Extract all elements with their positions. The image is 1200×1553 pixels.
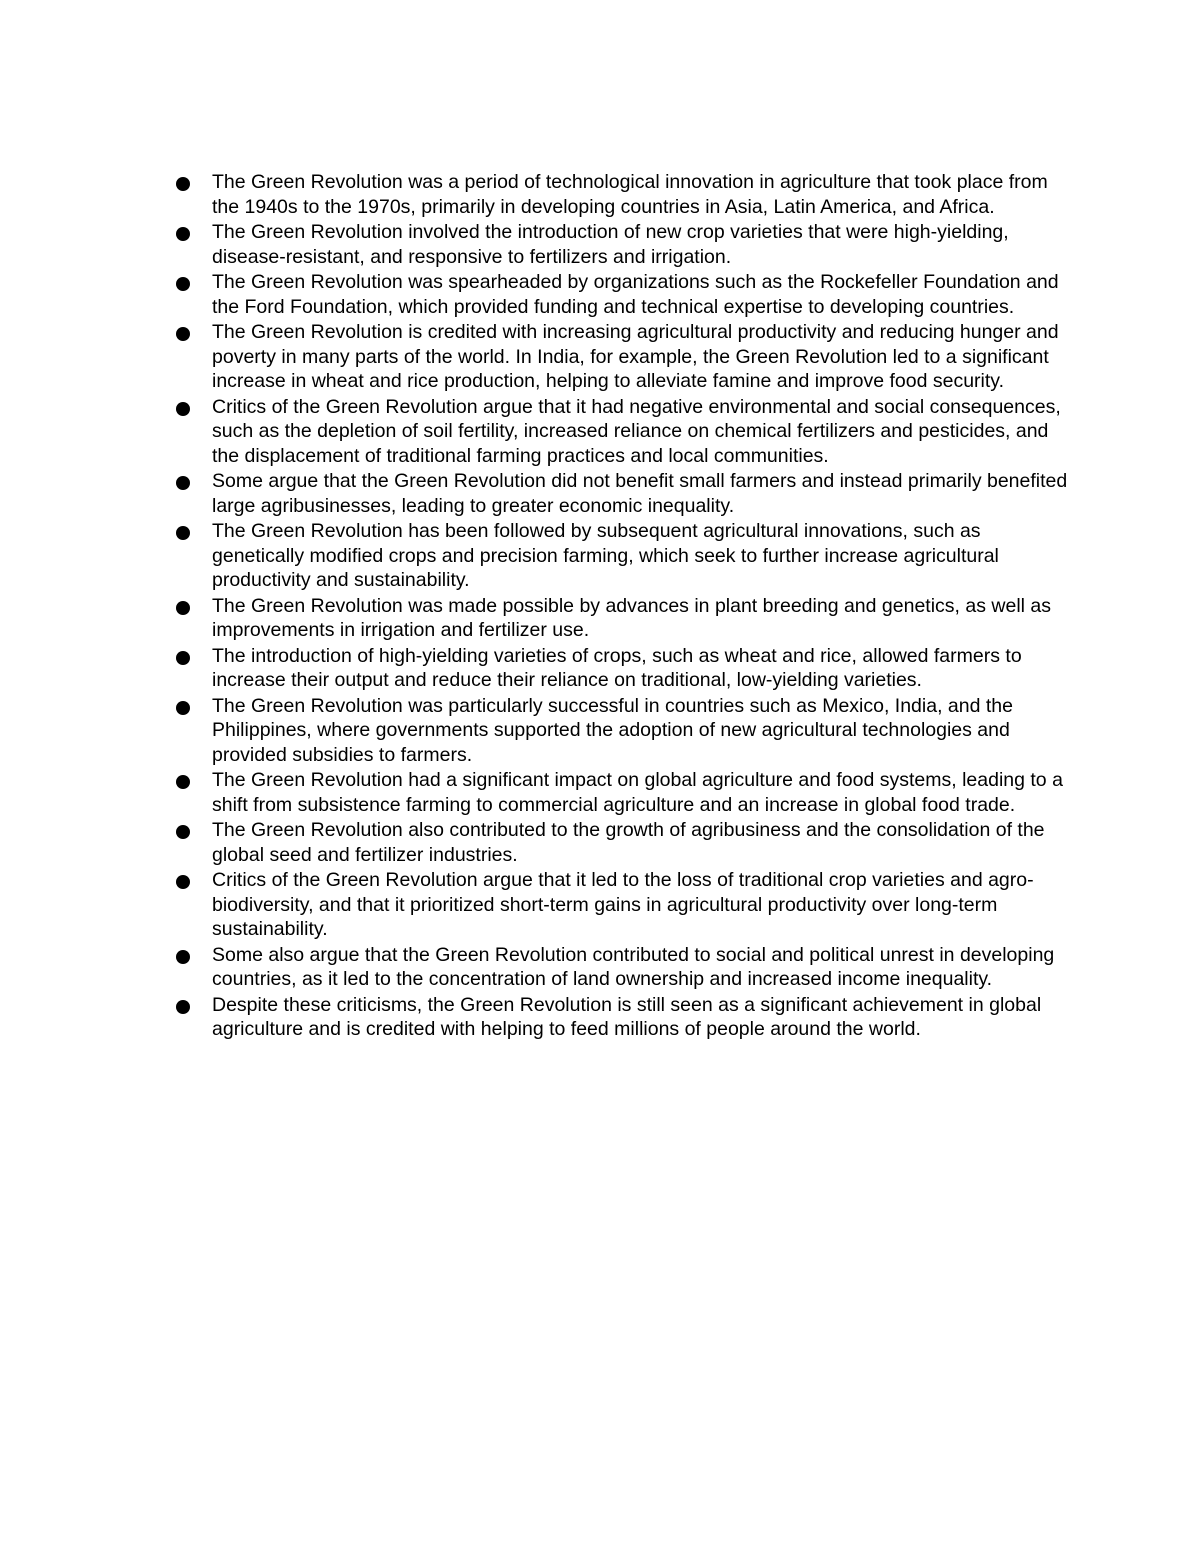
list-item-text: Critics of the Green Revolution argue that it led to the loss of traditional crop varieties and agro-biodiversity, and that it prioritized short-term gains in agricultural productivity over long-term sustainability. <box>212 869 1034 940</box>
list-item <box>172 594 1072 643</box>
list-item <box>172 868 1072 942</box>
list-item <box>172 395 1072 469</box>
bullet-icon <box>176 701 190 715</box>
list-item <box>172 943 1072 992</box>
list-item-text: Some argue that the Green Revolution did not benefit small farmers and instead primarily benefited large agribusinesses, leading to greater economic inequality. <box>212 470 1068 517</box>
bullet-icon <box>176 277 190 291</box>
bullet-icon <box>176 875 190 889</box>
bullet-icon <box>176 775 190 789</box>
list-item-text: The Green Revolution has been followed by subsequent agricultural innovations, such as genetically modified crops and precision farming, which seek to further increase agricultural productivity and sustainability. <box>212 520 999 591</box>
list-item <box>172 469 1072 518</box>
list-item-text: The Green Revolution had a significant impact on global agriculture and food systems, leading to a shift from subsistence farming to commercial agriculture and an increase in global food trade. <box>212 769 1063 816</box>
list-item-text: The Green Revolution is credited with increasing agricultural productivity and reducing hunger and poverty in many parts of the world. In India, for example, the Green Revolution led to a significant increase in wheat and rice production, helping to alleviate famine and improve food security. <box>212 321 1059 392</box>
bullet-icon <box>176 327 190 341</box>
list-item-text: The Green Revolution was particularly successful in countries such as Mexico, India, and the Philippines, where governments supported the adoption of new agricultural technologies and provided subsidies to farmers. <box>212 694 1013 766</box>
bullet-list <box>172 170 1072 1043</box>
list-item-text: The introduction of high-yielding varieties of crops, such as wheat and rice, allowed farmers to increase their output and reduce their reliance on traditional, low-yielding varieties. <box>212 644 1022 691</box>
list-item-text: Critics of the Green Revolution argue that it had negative environmental and social consequences, such as the depletion of soil fertility, increased reliance on chemical fertilizers and pesticides, and the displacement of traditional farming practices and local communities. <box>212 395 1061 467</box>
list-item <box>172 170 1072 219</box>
list-item <box>172 818 1072 867</box>
bullet-icon <box>176 651 190 665</box>
bullet-icon <box>176 526 190 540</box>
list-item <box>172 320 1072 394</box>
list-item <box>172 694 1072 768</box>
list-item-text: The Green Revolution was spearheaded by organizations such as the Rockefeller Foundation and the Ford Foundation, which provided funding and technical expertise to developing countries. <box>212 271 1059 318</box>
list-item-text: The Green Revolution was made possible by advances in plant breeding and genetics, as well as improvements in irrigation and fertilizer use. <box>212 594 1051 641</box>
list-item-text: Despite these criticisms, the Green Revolution is still seen as a significant achievement in global agriculture and is credited with helping to feed millions of people around the world. <box>212 993 1042 1040</box>
list-item-text: The Green Revolution involved the introduction of new crop varieties that were high-yielding, disease-resistant, and responsive to fertilizers and irrigation. <box>212 221 1009 268</box>
list-item <box>172 993 1072 1042</box>
list-item-text: Some also argue that the Green Revolution contributed to social and political unrest in developing countries, as it led to the concentration of land ownership and increased income inequality. <box>212 943 1055 990</box>
list-item <box>172 519 1072 593</box>
bullet-icon <box>176 1000 190 1014</box>
bullet-icon <box>176 402 190 416</box>
list-item <box>172 644 1072 693</box>
bullet-icon <box>176 476 190 490</box>
bullet-icon <box>176 825 190 839</box>
bullet-icon <box>176 601 190 615</box>
list-item-text: The Green Revolution was a period of technological innovation in agriculture that took place from the 1940s to the 1970s, primarily in developing countries in Asia, Latin America, and Africa. <box>212 171 1048 218</box>
list-item <box>172 220 1072 269</box>
bullet-icon <box>176 227 190 241</box>
bullet-icon <box>176 950 190 964</box>
list-item-text: The Green Revolution also contributed to the growth of agribusiness and the consolidation of the global seed and fertilizer industries. <box>212 819 1045 866</box>
list-item <box>172 270 1072 319</box>
bullet-icon <box>176 177 190 191</box>
list-item <box>172 768 1072 817</box>
